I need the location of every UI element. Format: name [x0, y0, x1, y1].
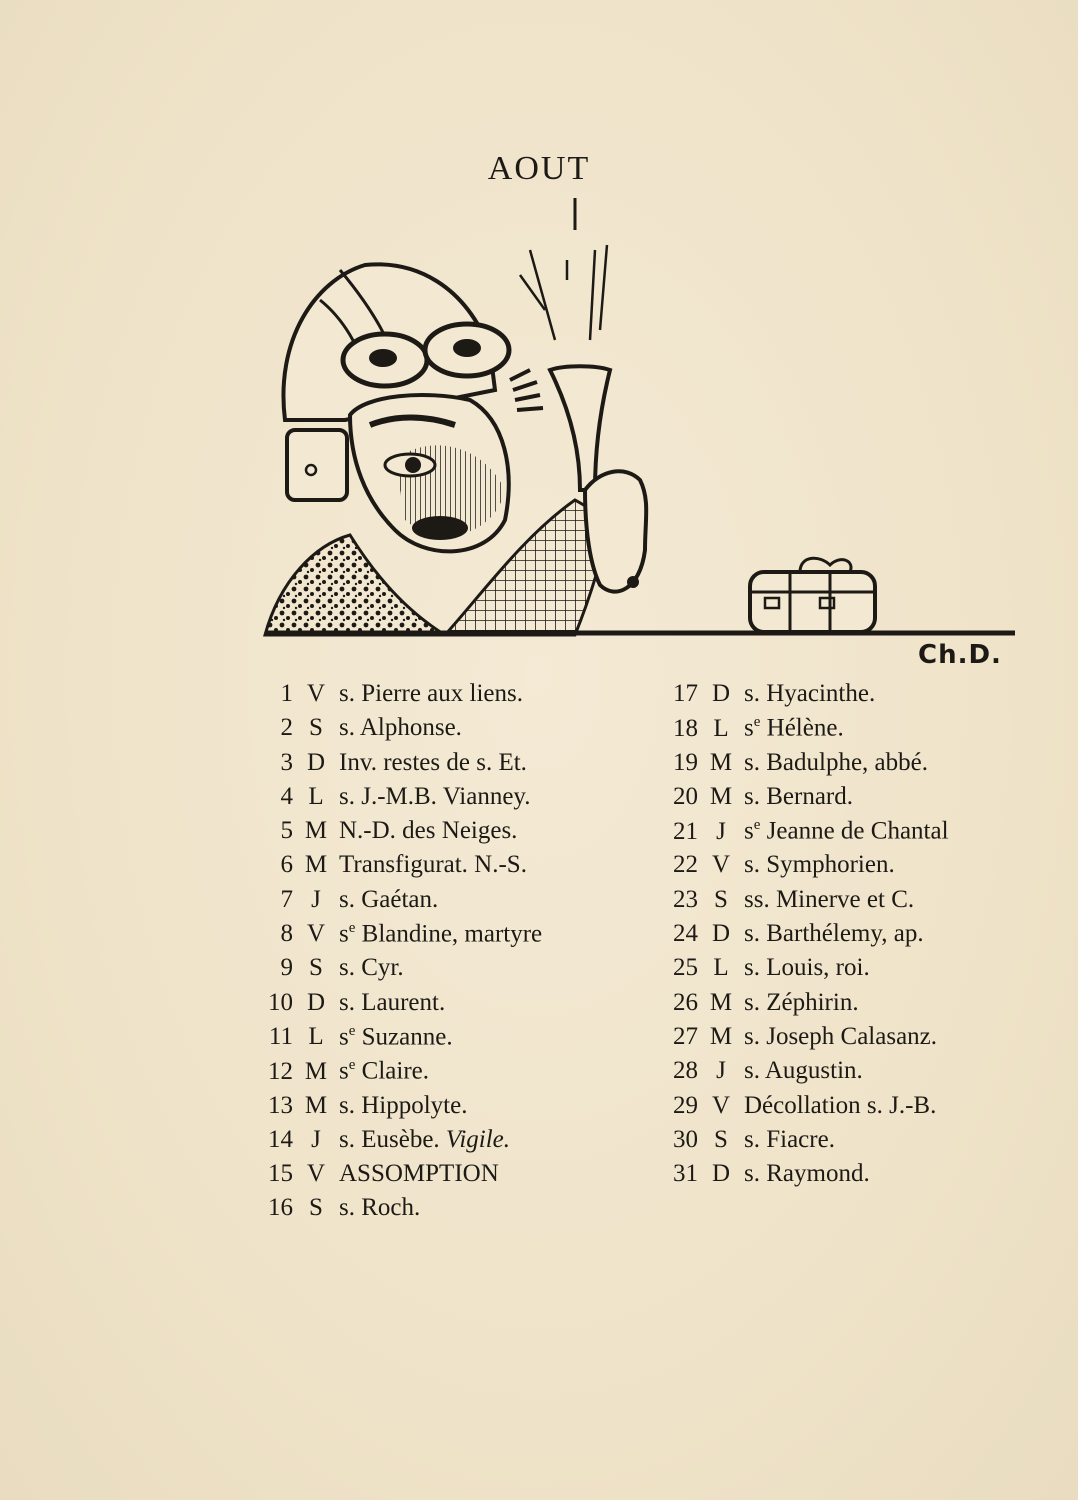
saint-name — [339, 1194, 420, 1222]
day-number: 11 — [268, 1023, 293, 1051]
calendar-day-row — [255, 1057, 542, 1091]
weekday-letter: V — [711, 1091, 731, 1119]
saint-name — [744, 1160, 870, 1188]
days-column-right — [660, 680, 949, 1194]
weekday-letter: V — [306, 1160, 326, 1188]
saint-name — [339, 817, 517, 845]
calendar-day-row — [660, 954, 949, 988]
saint-name — [744, 783, 853, 811]
calendar-day-row — [255, 1194, 542, 1228]
superscript: e — [753, 817, 761, 834]
day-number: 29 — [673, 1091, 698, 1119]
saint-name — [339, 680, 523, 708]
day-number: 9 — [280, 954, 293, 982]
saint-text: s. Badulphe, abbé. — [744, 748, 928, 776]
saint-name — [339, 1160, 499, 1188]
superscript: e — [348, 1057, 356, 1074]
weekday-letter: M — [304, 851, 328, 879]
saint-prefix: s — [744, 817, 754, 845]
saint-text: s. Joseph Calasanz. — [744, 1022, 938, 1050]
calendar-day-row — [255, 714, 542, 748]
saint-name — [744, 954, 870, 982]
saint-text: Claire. — [355, 1057, 429, 1085]
calendar-day-row — [660, 851, 949, 885]
day-number: 26 — [673, 988, 698, 1016]
saint-text: s. Laurent. — [339, 988, 446, 1016]
saint-text: s. Cyr. — [339, 954, 404, 982]
weekday-letter: S — [309, 954, 323, 982]
saint-name — [339, 1092, 467, 1120]
saint-name — [339, 749, 527, 777]
day-number: 8 — [280, 920, 293, 948]
saint-text: s. Augustin. — [744, 1057, 863, 1085]
saint-text: Inv. restes de s. Et. — [339, 748, 527, 776]
day-number: 6 — [280, 851, 293, 879]
saint-name — [744, 1126, 835, 1154]
saint-text: s. Hippolyte. — [339, 1091, 468, 1119]
day-number: 15 — [268, 1160, 293, 1188]
weekday-letter: D — [711, 680, 731, 707]
saint-name — [339, 851, 527, 879]
calendar-day-row — [660, 1023, 949, 1057]
weekday-letter: D — [306, 988, 326, 1016]
saint-prefix: s — [339, 920, 349, 948]
calendar-day-row — [255, 1023, 542, 1057]
weekday-letter: M — [709, 748, 733, 776]
weekday-letter: S — [714, 885, 728, 913]
day-number: 19 — [673, 748, 698, 776]
day-number: 21 — [673, 817, 698, 845]
vigil-note: Vigile. — [445, 1125, 511, 1153]
saint-text: s. Zéphirin. — [744, 988, 859, 1016]
day-number: 28 — [673, 1057, 698, 1085]
artist-signature: Ch.D. — [918, 640, 1002, 670]
day-number: 23 — [673, 885, 698, 913]
weekday-letter: V — [306, 920, 326, 948]
calendar-day-row — [255, 851, 542, 885]
day-number: 1 — [280, 680, 293, 707]
weekday-letter: V — [711, 851, 731, 879]
calendar-day-row — [255, 1160, 542, 1194]
day-number: 14 — [268, 1125, 293, 1153]
day-number: 18 — [673, 714, 698, 742]
day-number: 25 — [673, 954, 698, 982]
weekday-letter: J — [311, 1125, 321, 1153]
weekday-letter: L — [713, 954, 729, 982]
calendar-day-row — [660, 1126, 949, 1160]
saint-text: s. Raymond. — [744, 1160, 870, 1188]
day-number: 13 — [268, 1091, 293, 1119]
saint-prefix: s — [339, 1023, 349, 1051]
saint-text: s. Gaétan. — [339, 885, 439, 913]
calendar-day-row — [255, 989, 542, 1023]
day-number: 3 — [280, 748, 293, 776]
weekday-letter: D — [306, 748, 326, 776]
calendar-day-row — [660, 749, 949, 783]
saint-name — [339, 714, 462, 742]
weekday-letter: M — [709, 782, 733, 810]
day-number: 24 — [673, 920, 698, 948]
saint-text: Suzanne. — [355, 1023, 453, 1051]
weekday-letter: M — [709, 988, 733, 1016]
calendar-day-row — [660, 1092, 949, 1126]
day-number: 12 — [268, 1057, 293, 1085]
saint-text: ss. Minerve et C. — [744, 885, 915, 913]
saint-name — [744, 1057, 863, 1085]
weekday-letter: D — [711, 920, 731, 948]
day-number: 10 — [268, 988, 293, 1016]
calendar-day-row — [255, 920, 542, 954]
day-number: 30 — [673, 1125, 698, 1153]
saint-name — [744, 714, 844, 742]
page-title: AOUT — [487, 150, 591, 187]
calendar-day-row — [255, 783, 542, 817]
weekday-letter: S — [309, 714, 323, 742]
calendar-day-row — [660, 989, 949, 1023]
weekday-letter: J — [716, 1057, 726, 1085]
saint-name — [744, 1092, 936, 1120]
saint-name — [339, 886, 438, 914]
calendar-day-row — [255, 886, 542, 920]
saint-name — [744, 886, 914, 914]
saint-name — [339, 989, 445, 1017]
saint-name — [339, 920, 542, 948]
weekday-letter: M — [709, 1022, 733, 1050]
saint-name — [339, 954, 404, 982]
calendar-day-row — [255, 817, 542, 851]
weekday-letter: M — [304, 1091, 328, 1119]
calendar-day-row — [255, 1126, 542, 1160]
day-number: 20 — [673, 782, 698, 810]
saint-text: s. Barthélemy, ap. — [744, 920, 924, 948]
saint-text: N.-D. des Neiges. — [339, 817, 518, 845]
day-number: 5 — [280, 817, 293, 845]
weekday-letter: S — [714, 1125, 728, 1153]
weekday-letter: J — [716, 817, 726, 845]
day-number: 17 — [673, 680, 698, 707]
saint-text: s. Fiacre. — [744, 1125, 835, 1153]
saint-text: s. Eusèbe. — [339, 1125, 446, 1153]
superscript: e — [348, 920, 356, 937]
calendar-day-row — [255, 749, 542, 783]
weekday-letter: L — [308, 782, 324, 810]
calendar-day-row — [255, 1092, 542, 1126]
saint-text: s. Pierre aux liens. — [339, 680, 523, 707]
saint-name — [744, 989, 859, 1017]
weekday-letter: S — [309, 1194, 323, 1222]
weekday-letter: M — [304, 1057, 328, 1085]
days-column-left — [255, 680, 542, 1229]
saint-text: Hélène. — [760, 714, 844, 742]
saint-text: s. Alphonse. — [339, 714, 462, 742]
weekday-letter: V — [306, 680, 326, 707]
weekday-letter: M — [304, 817, 328, 845]
saint-name — [339, 1057, 429, 1085]
superscript: e — [753, 714, 761, 731]
day-number: 31 — [673, 1160, 698, 1188]
saint-text: s. Louis, roi. — [744, 954, 870, 982]
day-number: 16 — [268, 1194, 293, 1222]
calendar-day-row — [255, 680, 542, 714]
saint-name — [339, 783, 531, 811]
saint-prefix: s — [744, 714, 754, 742]
superscript: e — [348, 1022, 356, 1039]
calendar-day-row — [660, 1057, 949, 1091]
weekday-letter: L — [308, 1023, 324, 1051]
saint-name — [339, 1023, 453, 1051]
saint-text: Décollation s. J.-B. — [744, 1091, 937, 1119]
day-number: 2 — [280, 714, 293, 742]
weekday-letter: D — [711, 1160, 731, 1188]
calendar-day-row — [660, 1160, 949, 1194]
saint-name — [744, 817, 949, 845]
saint-text: s. Bernard. — [744, 782, 853, 810]
day-number: 7 — [280, 885, 293, 913]
saint-text: s. Symphorien. — [744, 851, 895, 879]
calendar-day-row — [660, 783, 949, 817]
weekday-letter: L — [713, 714, 729, 742]
calendar-day-row — [660, 886, 949, 920]
calendar-day-row — [660, 817, 949, 851]
saint-name — [744, 920, 924, 948]
saint-text: Transfigurat. N.-S. — [339, 851, 527, 879]
aviator-illustration — [255, 190, 1025, 650]
calendar-day-row — [660, 920, 949, 954]
weekday-letter: J — [311, 885, 321, 913]
saint-text: s. J.-M.B. Vianney. — [339, 782, 531, 810]
saint-prefix: s — [339, 1057, 349, 1085]
saint-text: ASSOMPTION — [339, 1160, 499, 1188]
saint-name — [744, 851, 895, 879]
saint-text: s. Hyacinthe. — [744, 680, 876, 707]
calendar-day-row — [660, 714, 949, 748]
calendar-day-row — [255, 954, 542, 988]
saint-text: s. Roch. — [339, 1194, 421, 1222]
saint-text: Jeanne de Chantal — [760, 817, 949, 845]
day-number: 27 — [673, 1022, 698, 1050]
saint-name — [744, 749, 928, 777]
calendar-day-row — [660, 680, 949, 714]
saint-text: Blandine, martyre — [355, 920, 543, 948]
day-number: 4 — [280, 782, 293, 810]
saint-name — [744, 1023, 937, 1051]
day-number: 22 — [673, 851, 698, 879]
saint-name — [339, 1126, 510, 1154]
saint-name — [744, 680, 875, 708]
